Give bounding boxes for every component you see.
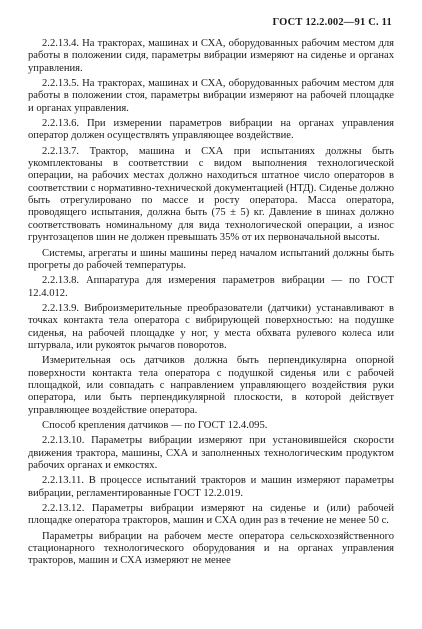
paragraph-2-2-13-6: 2.2.13.6. При измерении параметров вибрации на органах управления оператор должен осуществлять управляющее воздействие. [28,118,394,142]
paragraph-2-2-13-9: 2.2.13.9. Виброизмерительные преобразователи (датчики) устанавливают в точках контакта тела оператора с вибрирующей поверхностью: на подушке сиденья, на рабочей площадке у ног, у места обхвата рулевого колеса или штурвала, или рукояток рычагов поворотов. [28,302,394,351]
paragraph-systems: Системы, агрегаты и шины машины перед началом испытаний должны быть прогреты до рабочей температуры. [28,247,394,271]
page-header: ГОСТ 12.2.002—91 С. 11 [272,17,392,28]
document-body [28,38,394,571]
paragraph-2-2-13-4: 2.2.13.4. На тракторах, машинах и СХА, оборудованных рабочим местом для работы в положении сидя, параметры вибрации измеряют на сиденье и органах управления. [28,38,394,74]
paragraph-measuring-axis: Измерительная ось датчиков должна быть перпендикулярна опорной поверхности контакта тела оператора с подушкой сиденья или с рабочей площадкой, или совпадать с направлением управляющего воздействия руки оператора, или быть перпендикулярной плоскости, в которой действует управляющее воздействие оператора. [28,355,394,416]
paragraph-2-2-13-8: 2.2.13.8. Аппаратура для измерения параметров вибрации — по ГОСТ 12.4.012. [28,275,394,299]
paragraph-2-2-13-7: 2.2.13.7. Трактор, машина и СХА при испытаниях должны быть укомплектованы в соответствии с видом выполнения технологической операции, на рабочих местах должно находиться штатное число операторов в соответствии с нормативно-технической документацией (НТД). Сиденье должно быть отрегулировано по массе и росту оператора. Масса оператора, проводящего испытания, должна быть (75 ± 5) кг. Давление в шинах должно соответствовать номинальному для вида технологической операции, а износ грунтозацепов шин не должен превышать 35% от их первоначальной высоты. [28,145,394,244]
paragraph-mounting: Способ крепления датчиков — по ГОСТ 12.4.095. [42,419,268,431]
paragraph-2-2-13-10: 2.2.13.10. Параметры вибрации измеряют при установившейся скорости движения трактора, машины, СХА и заполненных технологическим продуктом рабочих органах и емкостях. [28,435,394,471]
paragraph-2-2-13-11: 2.2.13.11. В процессе испытаний тракторов и машин измеряют параметры вибрации, регламентированные ГОСТ 12.2.019. [28,475,394,499]
paragraph-2-2-13-12: 2.2.13.12. Параметры вибрации измеряют на сиденье и (или) рабочей площадке оператора тракторов, машин и СХА один раз в течение не менее 50 с. [28,503,394,527]
paragraph-stationary: Параметры вибрации на рабочем месте оператора сельскохозяйственного стационарного технологического оборудования и на органах управления тракторов, машин и СХА измеряют не менее [28,530,394,567]
paragraph-2-2-13-5: 2.2.13.5. На тракторах, машинах и СХА, оборудованных рабочим местом для работы в положении стоя, параметры вибрации измеряют на рабочей площадке и органах управления. [28,78,394,114]
